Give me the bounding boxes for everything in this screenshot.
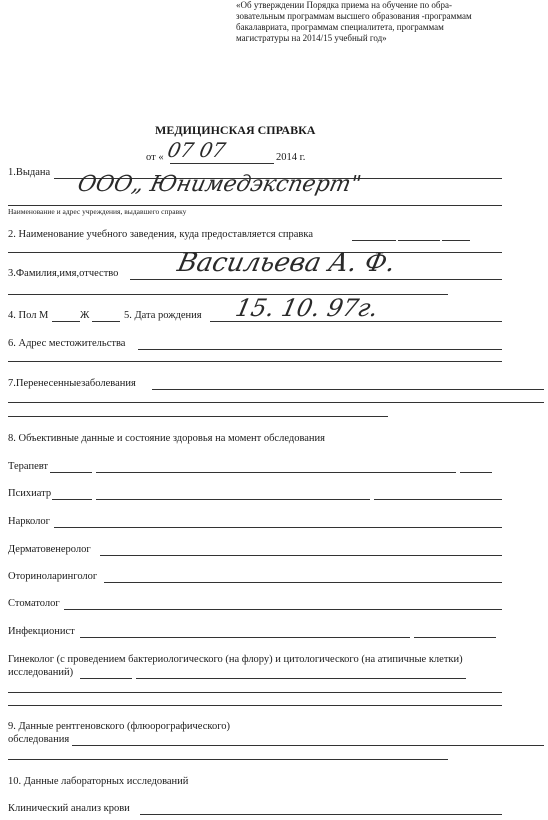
institution-line: [352, 240, 396, 241]
institution-line: [442, 240, 470, 241]
specialist-ent: Оториноларинголог: [8, 571, 98, 582]
header-note-line: магистратуры на 2014/15 учебный год»: [236, 33, 387, 43]
specialist-line: [104, 582, 502, 583]
specialist-line: [460, 472, 492, 473]
sex-line-m: [52, 321, 80, 322]
issued-line-2: [8, 205, 502, 206]
specialist-narcologist: Нарколог: [8, 516, 50, 527]
date-line: [170, 163, 274, 164]
xray-line-2: [8, 759, 448, 760]
specialist-therapist: Терапевт: [8, 461, 49, 472]
fio-label: 3.Фамилия,имя,отчество: [8, 268, 119, 279]
address-label: 6. Адрес местожительства: [8, 338, 126, 349]
specialist-psychiatrist: Психиатр: [8, 488, 52, 499]
header-note: [236, 0, 536, 44]
xray-line: [72, 745, 544, 746]
gynecologist-line-2: [8, 692, 502, 693]
institution-label: 2. Наименование учебного заведения, куда предоставляется справка: [8, 229, 313, 240]
specialist-line: [100, 555, 502, 556]
document-title: МЕДИЦИНСКАЯ СПРАВКА: [155, 123, 316, 137]
diseases-line: [152, 389, 544, 390]
birth-label: 5. Дата рождения: [124, 310, 202, 321]
issued-caption: Наименование и адрес учреждения, выдавшего справку: [8, 207, 187, 216]
xray-label-2: обследования: [8, 734, 70, 745]
address-line: [138, 349, 502, 350]
date-suffix: 2014 г.: [276, 152, 306, 163]
sex-label-m: 4. Пол М: [8, 310, 49, 321]
issued-label: 1.Выдана: [8, 167, 51, 178]
specialist-line: [64, 609, 502, 610]
specialist-line: [50, 472, 92, 473]
date-handwritten: 07 07: [165, 138, 228, 162]
specialist-dermatologist: Дерматовенеролог: [8, 544, 91, 555]
specialist-dentist: Стоматолог: [8, 598, 60, 609]
specialist-line: [80, 637, 410, 638]
objective-label: 8. Объективные данные и состояние здоровья на момент обследования: [8, 433, 325, 444]
gynecologist-label-2: исследований): [8, 667, 74, 678]
fio-handwritten: Васильева А. Ф.: [174, 248, 399, 278]
fio-line: [130, 279, 502, 280]
gynecologist-line-3: [8, 705, 502, 706]
header-note-line: «Об утверждении Порядка приема на обучение по обра-: [236, 0, 452, 10]
specialist-line: [96, 472, 456, 473]
specialist-line: [52, 499, 92, 500]
xray-label: 9. Данные рентгеновского (флюорографического): [8, 721, 230, 732]
header-note-line: бакалавриата, программам специалитета, программам: [236, 22, 444, 32]
birth-handwritten: 15. 10. 97г.: [233, 294, 381, 322]
sex-line-f: [92, 321, 120, 322]
blood-test-line: [140, 814, 502, 815]
fio-line-2: [8, 294, 448, 295]
issued-handwritten: ООО„ Юнимедэксперт": [75, 172, 364, 197]
blood-test-label: Клинический анализ крови: [8, 803, 130, 814]
gynecologist-label: Гинеколог (с проведением бактериологического (на флору) и цитологического (на атипичные клетки): [8, 654, 463, 665]
specialist-line: [54, 527, 502, 528]
gynecologist-line: [136, 678, 466, 679]
specialist-line: [414, 637, 496, 638]
sex-label-f: Ж: [80, 310, 90, 321]
header-note-line: зовательным программам высшего образования -программам: [236, 11, 472, 21]
lab-label: 10. Данные лабораторных исследований: [8, 776, 189, 787]
diseases-line-2: [8, 402, 544, 403]
gynecologist-line: [80, 678, 132, 679]
date-prefix: от «: [146, 152, 164, 163]
address-line-2: [8, 361, 502, 362]
diseases-label: 7.Перенесенныезаболевания: [8, 378, 136, 389]
institution-line: [398, 240, 440, 241]
diseases-line-3: [8, 416, 388, 417]
specialist-infectionist: Инфекционист: [8, 626, 75, 637]
specialist-line: [96, 499, 370, 500]
specialist-line: [374, 499, 502, 500]
